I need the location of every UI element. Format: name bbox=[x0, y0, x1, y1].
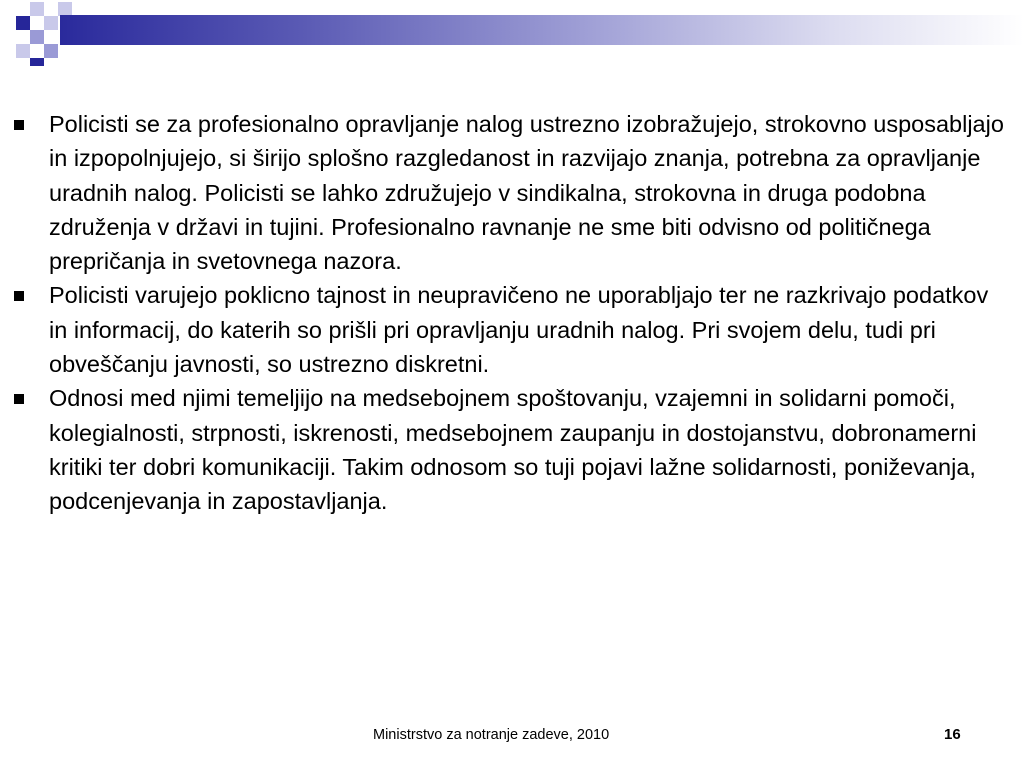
deco-square-mid bbox=[30, 30, 44, 44]
bullet-item bbox=[0, 107, 1024, 278]
header-gradient-bar bbox=[60, 15, 1024, 45]
slide-number: 16 bbox=[944, 726, 961, 743]
bullet-item bbox=[0, 381, 1024, 518]
square-bullet-icon bbox=[14, 120, 24, 130]
deco-square-light bbox=[44, 16, 58, 30]
deco-square-light bbox=[30, 2, 44, 16]
bullet-text: Odnosi med njimi temeljijo na medsebojnem spoštovanju, vzajemni in solidarni pomoči, kolegialnosti, strpnosti, iskrenosti, medsebojnem zaupanju in dostojanstvu, dobronamerni kritiki ter dobri komunikaciji. Takim odnosom so tuji pojavi lažne solidarnosti, poniževanja, podcenjevanja in zapostavljanja. bbox=[49, 385, 977, 515]
footer-text: Ministrstvo za notranje zadeve, 2010 bbox=[373, 727, 610, 743]
bullet-text: Policisti varujejo poklicno tajnost in neupravičeno ne uporabljajo ter ne razkrivajo podatkov in informacij, do katerih so prišli pri opravljanju uradnih nalog. Pri svojem delu, tudi pri obveščanju javnosti, so ustrezno diskretni. bbox=[49, 282, 989, 378]
deco-square-dark bbox=[16, 16, 30, 30]
bullet-text: Policisti se za profesionalno opravljanje nalog ustrezno izobražujejo, strokovno usposabljajo in izpopolnjujejo, si širijo splošno razgledanost in razvijajo znanja, potrebna za opravljanje uradnih nalog. Policisti se lahko združujejo v sindikalna, strokovna in druga podobna združenja v državi in tujini. Profesionalno ravnanje ne sme biti odvisno od političnega prepričanja in svetovnega nazora. bbox=[49, 111, 1004, 275]
square-bullet-icon bbox=[14, 394, 24, 404]
square-bullet-icon bbox=[14, 291, 24, 301]
bullet-list bbox=[0, 107, 1024, 519]
bullet-item bbox=[0, 278, 1024, 381]
deco-square-light bbox=[58, 2, 72, 16]
deco-square-light bbox=[16, 44, 30, 58]
deco-square-mid bbox=[44, 44, 58, 58]
deco-square-dark bbox=[30, 58, 44, 66]
